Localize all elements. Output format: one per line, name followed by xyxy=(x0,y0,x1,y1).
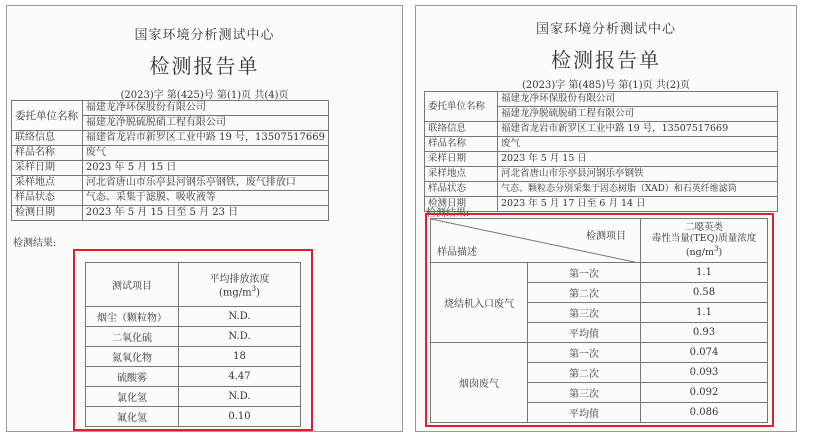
row-label: 第二次 xyxy=(528,283,641,303)
table-row xyxy=(431,263,768,283)
row-value: 1.1 xyxy=(641,263,768,283)
report-title: 检测报告单 xyxy=(149,54,260,78)
results-table xyxy=(85,262,301,427)
info-table xyxy=(424,91,778,212)
info-label: 委托单位名称 xyxy=(425,92,498,122)
info-row-sample-name xyxy=(12,146,329,161)
info-row-contact xyxy=(425,122,778,137)
info-value: 福建龙净脱硫脱硝工程有限公司 xyxy=(498,107,778,122)
table-row xyxy=(86,367,301,387)
table-row xyxy=(86,307,301,327)
unit-close: ) xyxy=(718,247,723,259)
info-value: 福建龙净环保股份有限公司 xyxy=(498,92,778,107)
row-label: 第一次 xyxy=(528,263,641,283)
col-header-concentration xyxy=(179,263,301,307)
info-label: 采样日期 xyxy=(425,152,498,167)
info-value: 福建龙净脱硫脱硝工程有限公司 xyxy=(82,116,328,131)
row-value: N.D. xyxy=(179,327,301,347)
table-row xyxy=(86,327,301,347)
info-value: 废气 xyxy=(82,146,328,161)
table-row xyxy=(86,407,301,427)
row-value: N.D. xyxy=(179,307,301,327)
results-table xyxy=(430,218,768,423)
report-number: (2023)字 第(485)号 第(1)页 共(2)页 xyxy=(521,80,690,91)
row-value: N.D. xyxy=(179,387,301,407)
info-label: 样品状态 xyxy=(425,182,498,197)
row-item: 氯化氢 xyxy=(86,387,179,407)
info-label: 采样地点 xyxy=(425,167,498,182)
info-label: 样品名称 xyxy=(12,146,83,161)
col-header-subtitle: 毒性当量(TEQ)质量浓度 xyxy=(651,233,757,245)
col-header-item: 测试项目 xyxy=(86,263,179,307)
info-row-sampling-site xyxy=(425,167,778,182)
info-row-sample-state xyxy=(425,182,778,197)
info-label: 联络信息 xyxy=(425,122,498,137)
info-value: 气态、颗粒态分别采集于固态树脂（XAD）和石英纤维滤筒 xyxy=(498,182,778,197)
unit-text: (ng/m xyxy=(685,247,714,259)
info-label: 联络信息 xyxy=(12,131,83,146)
info-value: 废气 xyxy=(498,137,778,152)
row-label: 平均值 xyxy=(528,323,641,343)
info-table xyxy=(11,100,329,221)
row-value: 0.086 xyxy=(641,403,768,423)
info-label: 检测日期 xyxy=(12,206,83,221)
unit-superscript: 3 xyxy=(713,245,719,254)
info-value: 2023 年 5 月 15 日 xyxy=(82,161,328,176)
diagonal-header-cell xyxy=(431,219,641,263)
info-row-sampling-date xyxy=(425,152,778,167)
center-name: 国家环境分析测试中心 xyxy=(535,22,676,37)
group-name: 烧结机入口废气 xyxy=(431,263,528,343)
group-name: 烟囱废气 xyxy=(431,343,528,423)
row-value: 4.47 xyxy=(179,367,301,387)
info-label: 检测日期 xyxy=(425,197,498,212)
results-label: 检测结果: xyxy=(13,238,57,249)
row-item: 氮氧化物 xyxy=(86,347,179,367)
info-row-sampling-site xyxy=(12,176,329,191)
info-label: 委托单位名称 xyxy=(12,101,83,131)
row-item: 烟尘（颗粒物） xyxy=(86,307,179,327)
row-label: 第三次 xyxy=(528,383,641,403)
info-value: 气态、采集于滤膜、吸收液等 xyxy=(82,191,328,206)
table-row xyxy=(86,347,301,367)
info-label: 采样日期 xyxy=(12,161,83,176)
row-value: 0.10 xyxy=(179,407,301,427)
info-row-test-date xyxy=(12,206,329,221)
unit-text: (mg/m xyxy=(218,287,252,299)
info-value: 福建省龙岩市新罗区工业中路 19 号，13507517669 xyxy=(82,131,328,146)
report-title: 检测报告单 xyxy=(551,48,661,72)
info-value: 2023 年 5 月 15 日至 5 月 23 日 xyxy=(82,206,328,221)
info-row-sampling-date xyxy=(12,161,329,176)
row-label: 第二次 xyxy=(528,363,641,383)
table-row xyxy=(431,343,768,363)
diag-header-top: 检测项目 xyxy=(586,231,626,242)
info-row-test-date xyxy=(425,197,778,212)
row-value: 0.58 xyxy=(641,283,768,303)
row-item: 二氧化硫 xyxy=(86,327,179,347)
info-row-sample-state xyxy=(12,191,329,206)
info-value: 2023 年 5 月 15 日 xyxy=(498,152,778,167)
row-label: 第一次 xyxy=(528,343,641,363)
center-name: 国家环境分析测试中心 xyxy=(134,28,275,43)
report-page-left xyxy=(6,5,403,432)
row-item: 氟化氢 xyxy=(86,407,179,427)
info-value: 2023 年 5 月 17 日至 6 月 14 日 xyxy=(498,197,778,212)
info-row-sample-name xyxy=(425,137,778,152)
unit-close: ) xyxy=(256,287,260,299)
table-row xyxy=(86,387,301,407)
row-value: 0.93 xyxy=(641,323,768,343)
info-row-contact xyxy=(12,131,329,146)
row-value: 0.092 xyxy=(641,383,768,403)
diag-header-bottom: 样品描述 xyxy=(437,247,477,258)
info-value: 福建省龙岩市新罗区工业中路 19 号，13507517669 xyxy=(498,122,778,137)
info-label: 样品状态 xyxy=(12,191,83,206)
row-item: 硫酸雾 xyxy=(86,367,179,387)
col-header-concentration-label: 平均排放浓度 xyxy=(209,274,270,286)
results-header-row xyxy=(86,263,301,307)
row-value: 0.093 xyxy=(641,363,768,383)
info-row-client xyxy=(425,92,778,107)
row-value: 1.1 xyxy=(641,303,768,323)
info-label: 采样地点 xyxy=(12,176,83,191)
row-label: 平均值 xyxy=(528,403,641,423)
info-value: 河北省唐山市乐亭县河钢乐亭钢铁，废气排放口 xyxy=(82,176,328,191)
row-value: 18 xyxy=(179,347,301,367)
info-label: 样品名称 xyxy=(425,137,498,152)
col-header-unit xyxy=(641,244,767,258)
results-label: 检测结果: xyxy=(426,208,470,219)
unit-superscript: 3 xyxy=(251,285,257,294)
row-value: 0.074 xyxy=(641,343,768,363)
report-number: (2023)字 第(425)号 第(1)页 共(4)页 xyxy=(120,90,289,101)
row-label: 第三次 xyxy=(528,303,641,323)
report-page-right xyxy=(415,5,797,432)
col-header-teq xyxy=(641,219,768,263)
info-value: 河北省唐山市乐亭县河钢乐亭钢铁 xyxy=(498,167,778,182)
info-row-client xyxy=(12,101,329,116)
col-header-title: 二噁英类 xyxy=(684,222,723,234)
info-value: 福建龙净环保股份有限公司 xyxy=(82,101,328,116)
results-header-row xyxy=(431,219,768,263)
col-header-unit xyxy=(179,285,300,298)
